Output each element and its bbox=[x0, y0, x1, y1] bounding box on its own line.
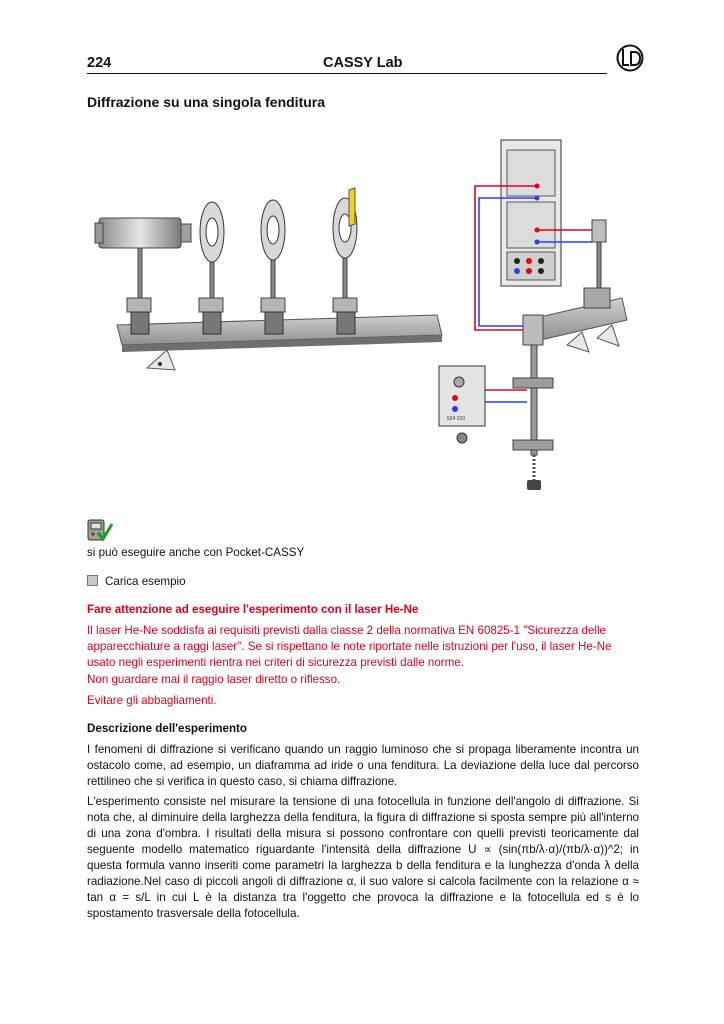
section-title: Diffrazione su una singola fenditura bbox=[87, 94, 326, 110]
pocket-cassy-icon[interactable] bbox=[87, 519, 113, 543]
square-bullet-icon bbox=[87, 575, 98, 586]
sensor-label: 524 010 bbox=[447, 416, 466, 422]
ld-didactic-logo-icon bbox=[615, 43, 645, 73]
header-title: CASSY Lab bbox=[323, 55, 403, 71]
experiment-setup-figure bbox=[87, 120, 635, 510]
warning-paragraph-1: Il laser He-Ne soddisfa ai requisiti previsti dalla classe 2 della normativa EN 60825-1 "Sicurezza delle apparecchiature a raggi laser". Se si rispettano le note riportate nelle istruzioni per l'uso, il laser He-Ne usato negli esperimenti rientra nei criteri di sicurezza previsti dalle norme. bbox=[87, 624, 612, 669]
load-example-link[interactable] bbox=[87, 574, 639, 590]
iris-diaphragm-1 bbox=[199, 202, 224, 334]
warning-paragraph-2: Non guardare mai il raggio laser diretto o riflesso. bbox=[87, 673, 341, 686]
description-paragraph-1: I fenomeni di diffrazione si verificano quando un raggio luminoso che si propaga liberamente incontra un ostacolo come, ad esempio, un diaframma ad iride o una fenditura. La deviazione della luce dal percorso rettilineo che si verifica in questo caso, si chiama diffrazione. bbox=[87, 743, 639, 788]
page-number: 224 bbox=[87, 55, 112, 71]
sensor-box bbox=[439, 366, 485, 443]
slit-holder bbox=[333, 188, 357, 334]
warning-paragraph-3: Evitare gli abbagliamenti. bbox=[87, 694, 217, 707]
description-heading: Descrizione dell'esperimento bbox=[87, 722, 247, 735]
logo-text: LD bbox=[630, 65, 632, 66]
warning-title: Fare attenzione ad eseguire l'esperimento con il laser He-Ne bbox=[87, 603, 419, 616]
cassy-interface bbox=[501, 140, 561, 286]
header-rule bbox=[87, 73, 607, 74]
description-paragraph-2: L'esperimento consiste nel misurare la tensione di una fotocellula in funzione dell'angolo di diffrazione. Si nota che, al diminuire della larghezza della fenditura, la figura di diffrazione si sposta sempre più all'interno di una zona d'ombra. I risultati della misura si possono confrontare con quelli previsti teoricamente dal seguente modello matematico riguardante l'intensità della diffrazione U ∝ (sin(πb/λ·α)/(πb/λ·α))^2; in questa formula vanno inseriti come parametri la larghezza b della fenditura e la lunghezza d'onda λ della radiazione.Nel caso di piccoli angoli di diffrazione α, il suo valore si calcola facilmente con la relazione α ≈ tan α = s/L in cui L è la distanza tra l'oggetto che provoca la diffrazione e la fotocellula ed s è lo spostamento trasversale della fotocellula. bbox=[87, 795, 639, 920]
iris-diaphragm-2 bbox=[261, 200, 285, 334]
pocket-cassy-note: si può eseguire anche con Pocket-CASSY bbox=[87, 546, 305, 559]
he-ne-laser bbox=[95, 218, 191, 334]
load-example-label: Carica esempio bbox=[105, 575, 186, 588]
